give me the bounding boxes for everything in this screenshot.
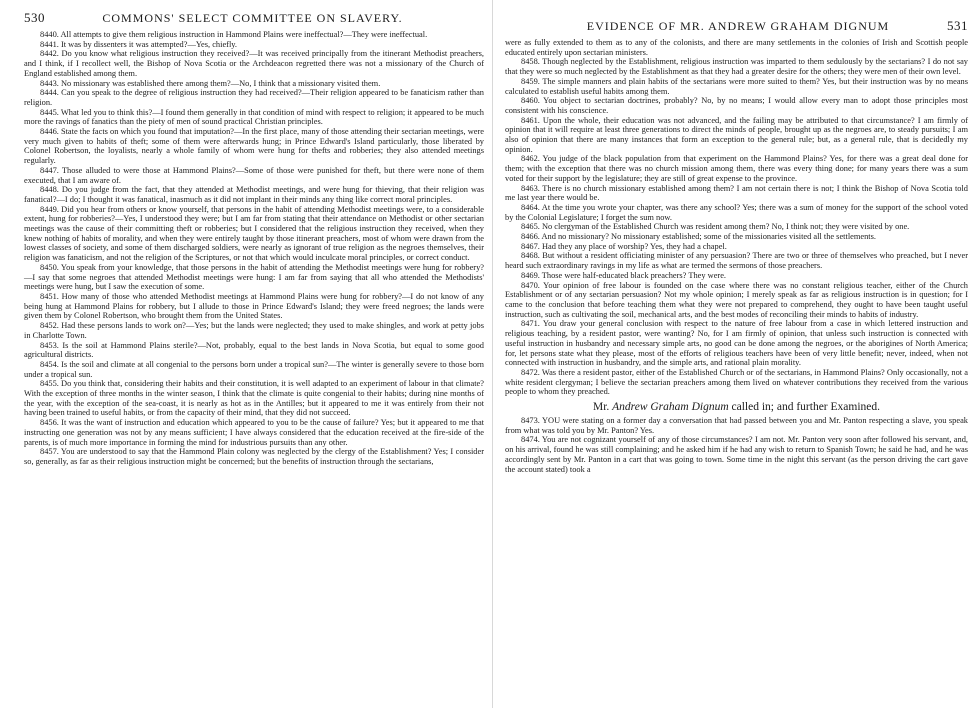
right-page-body <box>505 38 968 474</box>
paragraph: 8450. You speak from your knowledge, that those persons in the habit of attending the Methodist meetings were hung for robbery?—I say that some negroes that attended Methodist meetings were hung: I am far from saying that all who attended the Methodists' meetings were hung, but I saw the execution of some. <box>24 262 484 292</box>
witness-suffix: called in; and further Examined. <box>728 401 881 414</box>
paragraph: 8445. What led you to think this?—I found them generally in that condition of mind with respect to religion; it appeared to be much more the ravings of fanatics than the piety of men of sound practical Christian principles. <box>24 107 484 127</box>
witness-name: Andrew Graham Dignum <box>612 401 729 414</box>
witness-heading <box>505 400 968 414</box>
paragraph: 8441. It was by dissenters it was attempted?—Yes, chiefly. <box>40 39 238 49</box>
paragraph: 8449. Did you hear from others or know yourself, that persons in the habit of attending Methodist meetings were, to a considerable extent, hung for robberies?—Yes, I understood they were; but I am far from stating that their attendance on Methodist or other sectarian meetings was the cause of their committing theft or robberies; but I considered that the religious instruction they received, when they knew nothing of habits of morality, and when they were entirely taught by those itinerant preachers, most of whom were drawn from the lowest classes of society, and some of them discharged soldiers, were nearly as ignorant of true religion as the negroes themselves, their religion was fanaticism, and not the religion of the Scriptures, or not that which would inculcate moral principles, or correct conduct. <box>24 204 484 263</box>
paragraph: 8453. Is the soil at Hammond Plains sterile?—Not, probably, equal to the best lands in Nova Scotia, but equal to some good agricultural districts. <box>24 340 484 360</box>
right-body-after <box>505 416 968 474</box>
paragraph: 8448. Do you judge from the fact, that they attended at Methodist meetings, and were hung for thieving, that their religion was fanatical?—I do; I thought it was fanatical, inasmuch as it did not implant in their minds any thing like correct moral principles. <box>24 185 484 204</box>
paragraph: 8459. The simple manners and plain habits of the sectarians were more suited to them? Yes, but their instruction was by no means calculated to establish useful habits among them. <box>505 76 968 96</box>
paragraph: 8451. How many of those who attended Methodist meetings at Hammond Plains were hung for robbery?—I do not know of any being hung at Hammond Plains for robbery, but I allude to those in Prince Edward's Island; they were freed negroes; the lands were given them by Colonel Robertson, who brought them from the United States. <box>24 291 484 321</box>
paragraph: 8447. Those alluded to were those at Hammond Plains?—Some of those were punished for theft, but there were none of them executed, that I am aware of. <box>24 165 484 185</box>
right-running-title: EVIDENCE OF MR. ANDREW GRAHAM DIGNUM <box>586 19 890 33</box>
paragraph: 8471. You draw your general conclusion with respect to the nature of free labour from a case in which lettered instruction and religious teaching, by a resident pastor, were wanting? No, for I am firmly of opinion, that unless such instruction is connected with useful instruction in husbandry and necessary simple arts, no good can be done among the negroes, or the aborigines of North America; for, let persons state what they please, most of the efforts of religious teachers have been of very little benefit; never, indeed, when not connected with instruction in husbandry, and the simple arts, and rational plain morality. <box>505 319 968 368</box>
paragraph: 8442. Do you know what religious instruction they received?—It was received principally from the itinerant Methodist preachers, and I think, if I recollect well, the Bishop of Nova Scotia or the Archdeacon regretted there was not a missionary of the Church of England established among them. <box>24 49 484 78</box>
right-page-header <box>505 18 968 34</box>
paragraph: 8455. Do you think that, considering their habits and their constitution, it is well adapted to an experiment of labour in that climate? With the exception of three months in the winter season, I think that the climate is quite congenial to their habits; during nine months of the year, with the exception of the sea-coast, it is nearly as hot as in the Antilles; but it appeared to me it was entirely from their not having been trained to useful habits, or from the capacity of their mind, that they did not succeed. <box>24 379 484 418</box>
paragraph: 8466. And no missionary? No missionary established; some of the missionaries visited all the settlements. <box>521 232 876 242</box>
paragraph: 8464. At the time you wrote your chapter, was there any school? Yes; there was a sum of money for the support of the school voted by the Colonial Legislature; I forget the sum now. <box>505 202 968 222</box>
paragraph: 8454. Is the soil and climate at all congenial to the persons born under a tropical sun?—The winter is generally severe to those born under a tropical sun. <box>24 359 484 379</box>
paragraph: were as fully extended to them as to any of the colonists, and there are many settlements in the colonies of Irish and Scottish people educated entirely upon sectarian ministers. <box>505 38 968 57</box>
paragraph: 8470. Your opinion of free labour is founded on the case where there was no constant religious teacher, either of the Church Establishment or of any sectarian persuasion? Not my whole opinion; I merely speak as far as religious instruction is in question; for I came to the conclusion that before teaching them what they were not prepared to comprehend, they ought to have been taught useful instruction, such as cultivating the soil, mechanical arts, and the best modes of reconciling their minds to habits of industry. <box>505 280 968 319</box>
paragraph: 8457. You are understood to say that the Hammond Plain colony was neglected by the clergy of the Establishment? Yes; I consider so, generally, as far as their religious instruction might be concerned; but the benefits of instruction through the sectarians, <box>24 447 484 466</box>
left-page-number: 530 <box>24 10 45 25</box>
paragraph: 8456. It was the want of instruction and education which appeared to you to be the cause of failure? Yes; but it appeared to me that instructing one generation was not by any means sufficient; I have always considered that the education received at the fire-side of the parents, is of much more importance in forming the mind for industrious pursuits than any other. <box>24 418 484 447</box>
paragraph: 8473. YOU were stating on a former day a conversation that had passed between you and Mr. Panton respecting a slave, you speak from what was told you by Mr. Panton? Yes. <box>505 416 968 435</box>
paragraph: 8465. No clergyman of the Established Church was resident among them? No, I think not; they were visited by one. <box>521 222 910 232</box>
paragraph: 8440. All attempts to give them religious instruction in Hammond Plains were ineffectual?—They were ineffectual. <box>40 30 428 39</box>
paragraph: 8452. Had these persons lands to work on?—Yes; but the lands were neglected; they used to make shingles, and work at petty jobs in Charlotte Town. <box>24 321 484 340</box>
paragraph: 8443. No missionary was established there among them?—No, I think that a missionary visited them. <box>40 78 381 88</box>
paragraph: 8461. Upon the whole, their education was not advanced, and the failing may be attributed to that circumstance? I am firmly of opinion that it will require at least three generations to direct the minds of people, brought up as the negroes are, to steady pursuits; I am also of opinion that there are many instances that form an exception to the general rule; but, as a general rule, that is decidedly my opinion. <box>505 115 968 154</box>
left-running-title: COMMONS' SELECT COMMITTEE ON SLAVERY. <box>102 11 403 25</box>
paragraph: 8463. There is no church missionary established among them? I am not certain there is not; I think the Bishop of Nova Scotia told me last year there would be. <box>505 183 968 203</box>
right-page-number: 531 <box>946 18 968 33</box>
paragraph: 8474. You are not cognizant yourself of any of those circumstances? I am not. Mr. Panton very soon after followed his servant, and, on his arrival, found he was still complaining; and he asked him if he had any wish to return to Spanish Town; he said he had, and he was accordingly sent by Mr. Panton in a cart that was going to town. Some time in the night this servant (as the person driving the cart gave the account stated) took a <box>505 435 968 474</box>
right-page <box>492 0 980 708</box>
left-page-body <box>24 30 484 467</box>
paragraph: 8467. Had they any place of worship? Yes, they had a chapel. <box>521 241 727 251</box>
paragraph: 8472. Was there a resident pastor, either of the Established Church or of the sectarians, in Hammond Plains? Only occasionally, not a white resident clergyman; I believe the sectarian preachers among them lived on whatever contributions they received from the various people to whom they preached. <box>505 367 968 397</box>
paragraph: 8458. Though neglected by the Establishment, religious instruction was imparted to them sedulously by the sectarians? I do not say that they were so much neglected by the Establishment as that they had a greater desire for the others; they were men of their own level. <box>505 57 968 77</box>
paragraph: 8444. Can you speak to the degree of religious instruction they had received?—Their religion appeared to be fanaticism rather than religion. <box>24 88 484 107</box>
paragraph: 8462. You judge of the black population from that experiment on the Hammond Plains? Yes, for there was a great deal done for them; with the exception that there was no church mission among them, there was every thing done; for many years there was a sum voted for their support by the legislature; they are still of great expense to the province. <box>505 154 968 183</box>
paragraph: 8468. But without a resident officiating minister of any persuasion? There are two or three of themselves who preached, but I never heard such extraordinary ravings in my life as what are termed the sermons of those preachers. <box>505 251 968 271</box>
left-page-header <box>24 10 484 26</box>
paragraph: 8446. State the facts on which you found that imputation?—In the first place, many of those attending their sectarian meetings, were very much given to habits of theft; some of them were afterwards hung; in Prince Edward's Island particularly, those liberated by Colonel Robertson, the loyalists, nearly a whole family of whom were hung for thefts and robberies; they also attended meetings regularly. <box>24 127 484 166</box>
witness-prefix: Mr. <box>592 401 613 414</box>
right-body-before <box>505 38 968 397</box>
paragraph: 8460. You object to sectarian doctrines, probably? No, by no means; I would allow every man to adopt those principles most consistent with his conscience. <box>505 96 968 115</box>
paragraph: 8469. Those were half-educated black preachers? They were. <box>521 270 727 280</box>
